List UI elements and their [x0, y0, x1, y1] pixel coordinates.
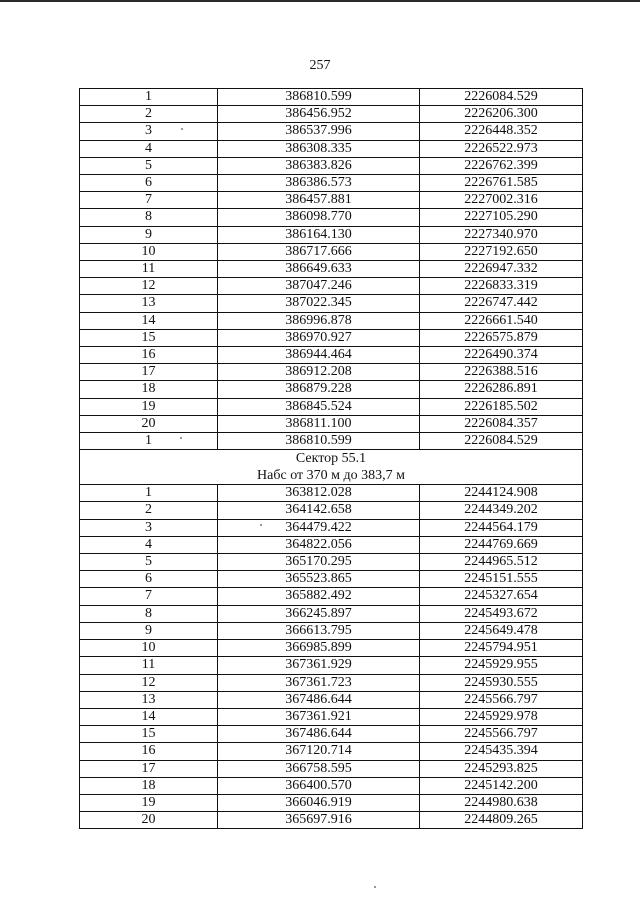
x-coordinate-cell: 386811.100: [218, 415, 420, 432]
y-coordinate-cell: 2245566.797: [420, 691, 583, 708]
table-row: [80, 433, 583, 450]
y-coordinate-cell: 2226490.374: [420, 347, 583, 364]
point-number-cell: 16: [80, 743, 218, 760]
point-number-cell: 3: [80, 519, 218, 536]
y-coordinate-cell: 2226522.973: [420, 140, 583, 157]
y-coordinate-cell: 2226185.502: [420, 398, 583, 415]
table-row: [80, 708, 583, 725]
point-number-cell: 6: [80, 175, 218, 192]
point-number-cell: 2: [80, 106, 218, 123]
point-number-cell: 1: [80, 433, 218, 450]
point-number-cell: 8: [80, 605, 218, 622]
x-coordinate-cell: 387047.246: [218, 278, 420, 295]
y-coordinate-cell: 2226747.442: [420, 295, 583, 312]
y-coordinate-cell: 2226575.879: [420, 329, 583, 346]
x-coordinate-cell: 367361.723: [218, 674, 420, 691]
y-coordinate-cell: 2245930.555: [420, 674, 583, 691]
y-coordinate-cell: 2227105.290: [420, 209, 583, 226]
y-coordinate-cell: 2244965.512: [420, 554, 583, 571]
point-number-cell: 7: [80, 192, 218, 209]
x-coordinate-cell: 387022.345: [218, 295, 420, 312]
x-coordinate-cell: 386383.826: [218, 157, 420, 174]
point-number-cell: 11: [80, 657, 218, 674]
x-coordinate-cell: 386537.996: [218, 123, 420, 140]
page-top-edge: [0, 0, 640, 2]
y-coordinate-cell: 2227192.650: [420, 243, 583, 260]
table-row: [80, 605, 583, 622]
x-coordinate-cell: 386457.881: [218, 192, 420, 209]
table-row: [80, 312, 583, 329]
point-number-cell: 9: [80, 622, 218, 639]
table-row: [80, 398, 583, 415]
x-coordinate-cell: 386717.666: [218, 243, 420, 260]
y-coordinate-cell: 2245929.978: [420, 708, 583, 725]
point-number-cell: 19: [80, 794, 218, 811]
x-coordinate-cell: 386456.952: [218, 106, 420, 123]
point-number-cell: 3: [80, 123, 218, 140]
page-number: 257: [309, 58, 331, 73]
y-coordinate-cell: 2244980.638: [420, 794, 583, 811]
table-row: [80, 415, 583, 432]
table-row: [80, 157, 583, 174]
y-coordinate-cell: 2226084.529: [420, 433, 583, 450]
x-coordinate-cell: 366985.899: [218, 640, 420, 657]
x-coordinate-cell: 386098.770: [218, 209, 420, 226]
point-number-cell: 5: [80, 554, 218, 571]
point-number-cell: 1: [80, 89, 218, 106]
table-row: [80, 691, 583, 708]
y-coordinate-cell: 2244769.669: [420, 536, 583, 553]
point-number-cell: 13: [80, 295, 218, 312]
table-row: [80, 347, 583, 364]
y-coordinate-cell: 2244349.202: [420, 502, 583, 519]
x-coordinate-cell: 386164.130: [218, 226, 420, 243]
point-number-cell: 16: [80, 347, 218, 364]
x-coordinate-cell: 367361.929: [218, 657, 420, 674]
table-row: [80, 123, 583, 140]
x-coordinate-cell: 386308.335: [218, 140, 420, 157]
table-row: [80, 261, 583, 278]
section1-rows: [80, 89, 583, 450]
x-coordinate-cell: 366613.795: [218, 622, 420, 639]
table-row: [80, 502, 583, 519]
x-coordinate-cell: 365170.295: [218, 554, 420, 571]
table-row: [80, 760, 583, 777]
y-coordinate-cell: 2245142.200: [420, 777, 583, 794]
x-coordinate-cell: 386996.878: [218, 312, 420, 329]
x-coordinate-cell: 386649.633: [218, 261, 420, 278]
x-coordinate-cell: 366758.595: [218, 760, 420, 777]
point-number-cell: 10: [80, 243, 218, 260]
x-coordinate-cell: 364142.658: [218, 502, 420, 519]
x-coordinate-cell: 364479.422: [218, 519, 420, 536]
y-coordinate-cell: 2226388.516: [420, 364, 583, 381]
x-coordinate-cell: 364822.056: [218, 536, 420, 553]
point-number-cell: 17: [80, 364, 218, 381]
point-number-cell: 11: [80, 261, 218, 278]
point-number-cell: 10: [80, 640, 218, 657]
y-coordinate-cell: 2245435.394: [420, 743, 583, 760]
x-coordinate-cell: 366046.919: [218, 794, 420, 811]
point-number-cell: 14: [80, 708, 218, 725]
y-coordinate-cell: 2245929.955: [420, 657, 583, 674]
x-coordinate-cell: 386944.464: [218, 347, 420, 364]
point-number-cell: 20: [80, 812, 218, 829]
table-row: [80, 743, 583, 760]
table-row: [80, 381, 583, 398]
y-coordinate-cell: 2226762.399: [420, 157, 583, 174]
x-coordinate-cell: 367120.714: [218, 743, 420, 760]
table-row: [80, 175, 583, 192]
point-number-cell: 12: [80, 278, 218, 295]
y-coordinate-cell: 2245151.555: [420, 571, 583, 588]
point-number-cell: 18: [80, 777, 218, 794]
table-row: [80, 192, 583, 209]
point-number-cell: 12: [80, 674, 218, 691]
table-row: [80, 536, 583, 553]
table-row: [80, 554, 583, 571]
x-coordinate-cell: 386810.599: [218, 433, 420, 450]
y-coordinate-cell: 2226761.585: [420, 175, 583, 192]
y-coordinate-cell: 2244809.265: [420, 812, 583, 829]
section2-header: [80, 450, 583, 485]
point-number-cell: 4: [80, 536, 218, 553]
table-row: [80, 485, 583, 502]
table-row: [80, 243, 583, 260]
x-coordinate-cell: 365882.492: [218, 588, 420, 605]
coordinates-table: [79, 88, 583, 829]
x-coordinate-cell: 386810.599: [218, 89, 420, 106]
x-coordinate-cell: 386912.208: [218, 364, 420, 381]
table-row: [80, 364, 583, 381]
y-coordinate-cell: 2227002.316: [420, 192, 583, 209]
table-row: [80, 226, 583, 243]
scan-speck: [181, 128, 183, 130]
section2-rows: [80, 485, 583, 829]
x-coordinate-cell: 386845.524: [218, 398, 420, 415]
scan-speck: [374, 886, 376, 888]
y-coordinate-cell: 2244564.179: [420, 519, 583, 536]
point-number-cell: 4: [80, 140, 218, 157]
point-number-cell: 20: [80, 415, 218, 432]
y-coordinate-cell: 2226833.319: [420, 278, 583, 295]
y-coordinate-cell: 2226448.352: [420, 123, 583, 140]
y-coordinate-cell: 2245293.825: [420, 760, 583, 777]
table-row: [80, 794, 583, 811]
scan-speck: [180, 437, 182, 439]
x-coordinate-cell: 365523.865: [218, 571, 420, 588]
y-coordinate-cell: 2226286.891: [420, 381, 583, 398]
y-coordinate-cell: 2244124.908: [420, 485, 583, 502]
table-row: [80, 140, 583, 157]
x-coordinate-cell: 366245.897: [218, 605, 420, 622]
table-row: [80, 106, 583, 123]
table-row: [80, 588, 583, 605]
table-row: [80, 89, 583, 106]
section-header-cell: [80, 450, 583, 485]
x-coordinate-cell: 386970.927: [218, 329, 420, 346]
section-subtitle: Набс от 370 м до 383,7 м: [257, 468, 405, 484]
table-row: [80, 812, 583, 829]
table-row: [80, 329, 583, 346]
point-number-cell: 1: [80, 485, 218, 502]
point-number-cell: 17: [80, 760, 218, 777]
x-coordinate-cell: 367361.921: [218, 708, 420, 725]
section-header-row: [80, 450, 583, 485]
y-coordinate-cell: 2226206.300: [420, 106, 583, 123]
y-coordinate-cell: 2245327.654: [420, 588, 583, 605]
table-row: [80, 777, 583, 794]
x-coordinate-cell: 363812.028: [218, 485, 420, 502]
y-coordinate-cell: 2226084.357: [420, 415, 583, 432]
table-row: [80, 657, 583, 674]
table-row: [80, 209, 583, 226]
x-coordinate-cell: 386879.228: [218, 381, 420, 398]
table-row: [80, 571, 583, 588]
table-row: [80, 726, 583, 743]
table-row: [80, 519, 583, 536]
point-number-cell: 13: [80, 691, 218, 708]
point-number-cell: 19: [80, 398, 218, 415]
table-row: [80, 674, 583, 691]
point-number-cell: 15: [80, 726, 218, 743]
table-row: [80, 295, 583, 312]
y-coordinate-cell: 2226661.540: [420, 312, 583, 329]
x-coordinate-cell: 367486.644: [218, 691, 420, 708]
y-coordinate-cell: 2245493.672: [420, 605, 583, 622]
x-coordinate-cell: 366400.570: [218, 777, 420, 794]
table-row: [80, 640, 583, 657]
point-number-cell: 9: [80, 226, 218, 243]
table-row: [80, 278, 583, 295]
y-coordinate-cell: 2245794.951: [420, 640, 583, 657]
point-number-cell: 8: [80, 209, 218, 226]
point-number-cell: 14: [80, 312, 218, 329]
y-coordinate-cell: 2245566.797: [420, 726, 583, 743]
point-number-cell: 5: [80, 157, 218, 174]
scan-speck: [260, 524, 262, 526]
point-number-cell: 6: [80, 571, 218, 588]
y-coordinate-cell: 2245649.478: [420, 622, 583, 639]
y-coordinate-cell: 2227340.970: [420, 226, 583, 243]
section-title: Сектор 55.1: [295, 451, 367, 467]
point-number-cell: 7: [80, 588, 218, 605]
x-coordinate-cell: 386386.573: [218, 175, 420, 192]
point-number-cell: 2: [80, 502, 218, 519]
y-coordinate-cell: 2226947.332: [420, 261, 583, 278]
point-number-cell: 15: [80, 329, 218, 346]
point-number-cell: 18: [80, 381, 218, 398]
x-coordinate-cell: 365697.916: [218, 812, 420, 829]
y-coordinate-cell: 2226084.529: [420, 89, 583, 106]
x-coordinate-cell: 367486.644: [218, 726, 420, 743]
table-row: [80, 622, 583, 639]
